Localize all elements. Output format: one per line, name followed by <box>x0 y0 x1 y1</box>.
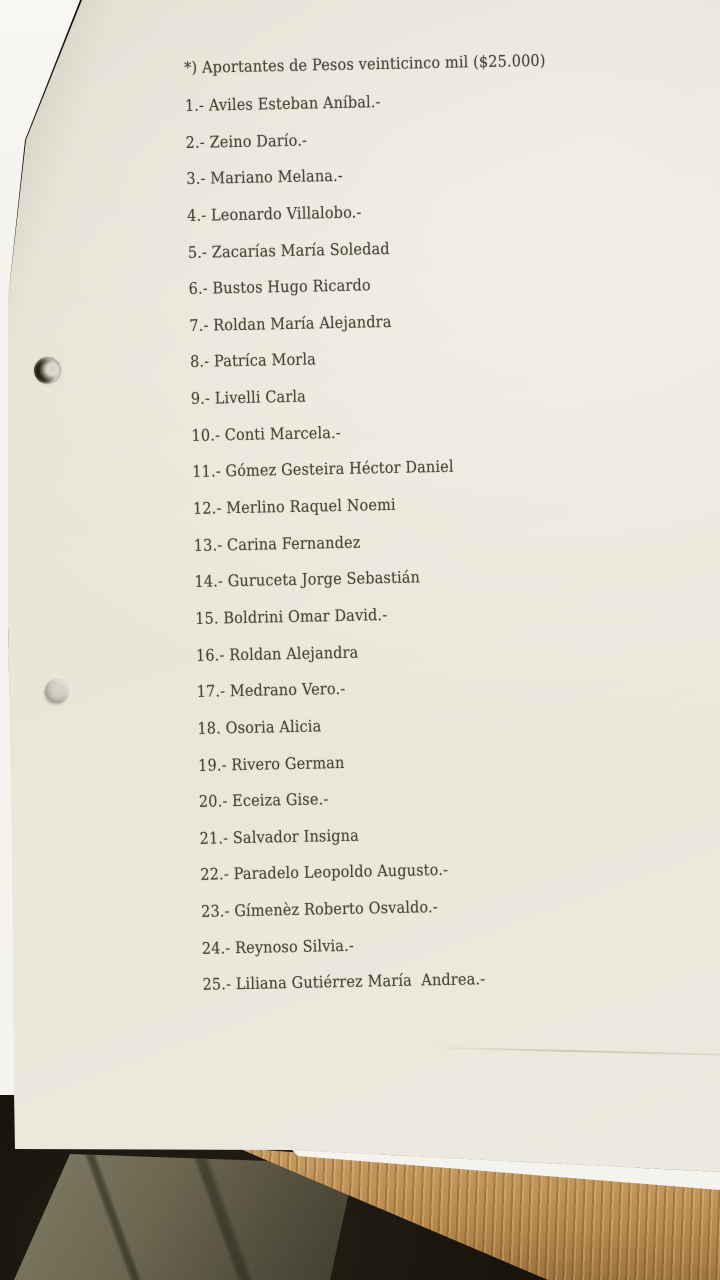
list-item: 18. Osoria Alicia <box>197 716 322 738</box>
list-item: 5.- Zacarías María Soledad <box>187 238 390 262</box>
list-item: 3.- Mariano Melana.- <box>186 166 344 189</box>
list-item: 4.- Leonardo Villalobo.- <box>186 202 362 225</box>
punch-hole-top <box>34 357 61 384</box>
list-item: 11.- Gómez Gesteira Héctor Daniel <box>192 457 454 482</box>
list-item: 1.- Aviles Esteban Aníbal.- <box>184 92 381 115</box>
list-item: 25.- Liliana Gutiérrez María Andrea.- <box>202 969 486 995</box>
list-item: 9.- Livelli Carla <box>190 386 307 409</box>
list-item: 15. Boldrini Omar David.- <box>195 605 388 628</box>
contributors-list <box>185 87 643 1012</box>
list-item: 23.- Gímenèz Roberto Osvaldo.- <box>200 897 439 921</box>
list-item: 12.- Merlino Raquel Noemi <box>192 494 396 518</box>
list-item: 21.- Salvador Insigna <box>199 825 360 848</box>
list-item: 13.- Carina Fernandez <box>193 532 361 555</box>
list-item: 2.- Zeino Darío.- <box>185 130 308 152</box>
list-item: 19.- Rivero German <box>197 752 345 775</box>
list-item: 24.- Reynoso Silvia.- <box>201 935 355 958</box>
typed-text-block <box>184 49 643 1012</box>
list-header: *) Aportantes de Pesos veinticinco mil ($25.000) <box>184 50 546 77</box>
list-item: 8.- Patríca Morla <box>189 349 317 372</box>
list-item: 17.- Medrano Vero.- <box>196 679 346 702</box>
list-item: 10.- Conti Marcela.- <box>191 422 342 445</box>
list-item: 14.- Guruceta Jorge Sebastián <box>194 567 421 592</box>
list-item: 16.- Roldan Alejandra <box>195 642 359 665</box>
list-item: 6.- Bustos Hugo Ricardo <box>188 275 371 299</box>
punch-hole-bottom <box>45 679 69 703</box>
list-item: 7.- Roldan María Alejandra <box>189 311 392 335</box>
list-item: 22.- Paradelo Leopoldo Augusto.- <box>200 860 449 885</box>
list-item: 20.- Eceiza Gise.- <box>198 789 329 812</box>
